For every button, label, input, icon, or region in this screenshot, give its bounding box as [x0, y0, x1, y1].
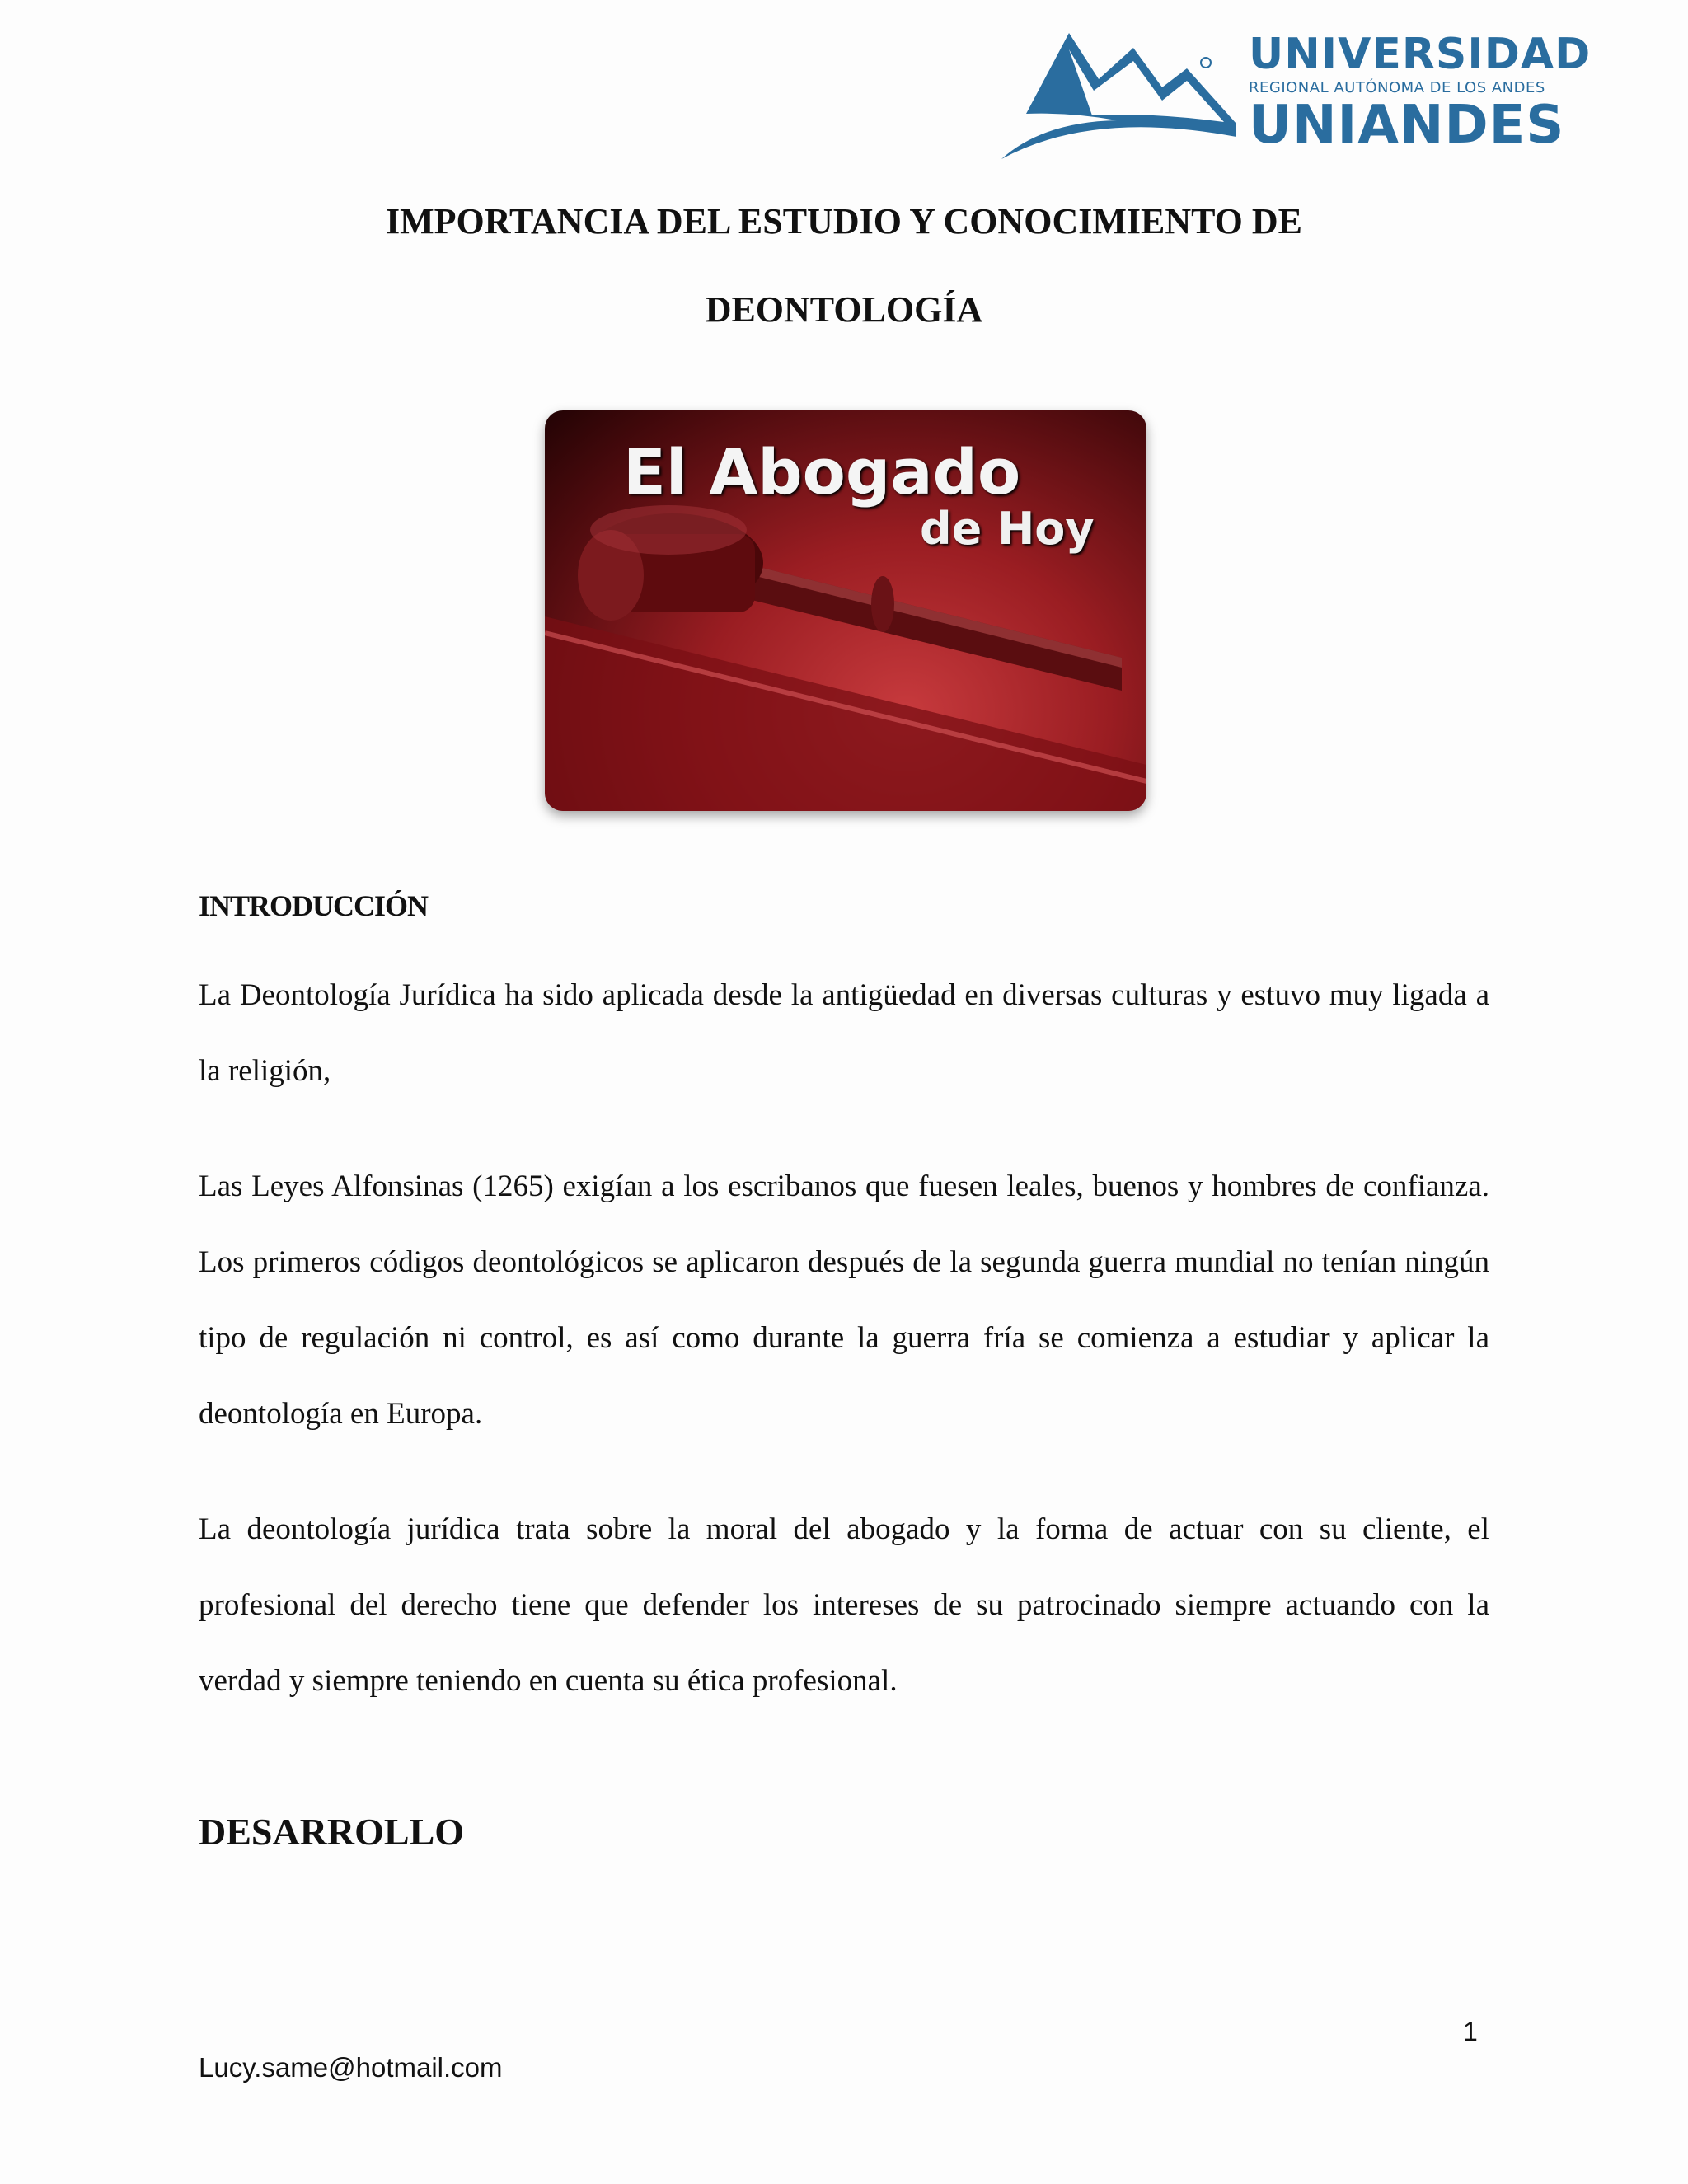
document-title-line2: DEONTOLOGÍA — [705, 289, 983, 330]
document-title-line1: IMPORTANCIA DEL ESTUDIO Y CONOCIMIENTO DE — [385, 201, 1303, 241]
introduction-heading: INTRODUCCIÓN — [199, 889, 429, 922]
university-logo — [993, 15, 1592, 167]
mountain-logo-icon — [993, 15, 1240, 167]
hero-subtitle: de Hoy — [920, 503, 1095, 555]
logo-line-uniandes: UNIANDES — [1249, 95, 1565, 156]
development-heading: DESARROLLO — [199, 1811, 465, 1853]
hero-image — [545, 410, 1146, 811]
introduction-paragraph-1: La Deontología Jurídica ha sido aplicada desde la antigüedad en diversas culturas y estuvo muy ligada a la religión, — [199, 978, 1489, 1088]
introduction-paragraph-2: Las Leyes Alfonsinas (1265) exigían a los escribanos que fuesen leales, buenos y hombres de confianza. Los primeros códigos deontológicos se aplicaron después de la segunda guerra mundial no tenían ningún tipo de regulación ni control, es así como durante la guerra fría se comienza a estudiar y aplicar la deontología en Europa. — [199, 1169, 1489, 1431]
logo-line-universidad: UNIVERSIDAD — [1249, 30, 1592, 79]
logo-wordmark — [1249, 30, 1592, 156]
hero-title: El Abogado — [623, 435, 1021, 509]
introduction-paragraph-3: La deontología jurídica trata sobre la moral del abogado y la forma de actuar con su cliente, el profesional del derecho tiene que defender los intereses de su patrocinado siempre actuando con la verdad y siempre teniendo en cuenta su ética profesional. — [199, 1512, 1489, 1698]
page-number: 1 — [1463, 2017, 1478, 2046]
logo-line-regional: REGIONAL AUTÓNOMA DE LOS ANDES — [1249, 79, 1545, 96]
author-email[interactable]: Lucy.same@hotmail.com — [199, 2052, 503, 2083]
